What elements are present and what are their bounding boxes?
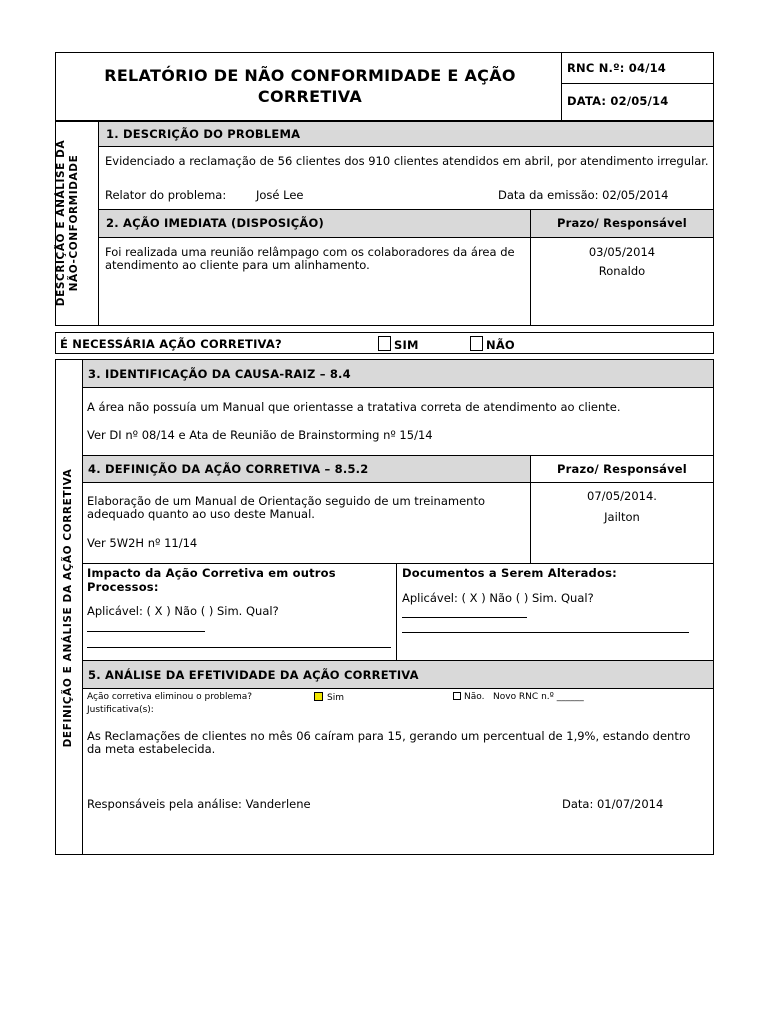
definition-text: Elaboração de um Manual de Orientação seguido de um treinamento adequado quanto ao uso deste Manual. [87, 494, 486, 521]
immediate-action-heading: 2. AÇÃO IMEDIATA (DISPOSIÇÃO) [106, 216, 324, 230]
emission-date: Data da emissão: 02/05/2014 [498, 188, 669, 202]
rnc-number: RNC N.º: 04/14 [567, 61, 667, 75]
report-title: RELATÓRIO DE NÃO CONFORMIDADE E AÇÃO CORRETIVA [104, 66, 516, 106]
prazo-heading-2: Prazo/ Responsável [557, 462, 687, 476]
definition-responsible: Jailton [604, 510, 640, 524]
effectiveness-heading: 5. ANÁLISE DA EFETIVIDADE DA AÇÃO CORRETIVA [88, 668, 419, 682]
definition-reference: Ver 5W2H nº 11/14 [87, 536, 198, 550]
effectiveness-question: Ação corretiva eliminou o problema? [87, 692, 253, 702]
section-description-side-label: DESCRIÇÃO E ANÁLISE DA NÃO-CONFORMIDADE [55, 139, 80, 307]
prazo-heading-1: Prazo/ Responsável [557, 216, 687, 230]
analysis-date: Data: 01/07/2014 [562, 797, 664, 811]
analysis-responsibles: Responsáveis pela análise: Vanderlene [87, 797, 311, 811]
effectiveness-sim-option[interactable]: Sim [314, 692, 344, 703]
section-corrective-side-label: DEFINIÇÃO E ANÁLISE DA AÇÃO CORRETIVA [62, 468, 74, 748]
problem-heading: 1. DESCRIÇÃO DO PROBLEMA [106, 127, 301, 141]
effectiveness-nao-option[interactable]: Não. [453, 692, 484, 702]
relator-name: José Lee [256, 188, 304, 202]
question-label: É NECESSÁRIA AÇÃO CORRETIVA? [60, 337, 282, 351]
documents-applicable: Aplicável: ( X ) Não ( ) Sim. Qual? [402, 591, 594, 605]
problem-description: Evidenciado a reclamação de 56 clientes dos 910 clientes atendidos em abril, por atendimento irregular. [105, 154, 709, 168]
root-cause-heading: 3. IDENTIFICAÇÃO DA CAUSA-RAIZ – 8.4 [88, 367, 351, 381]
documents-heading: Documentos a Serem Alterados: [402, 566, 617, 580]
justification-label: Justificativa(s): [87, 705, 154, 715]
nao-checkbox[interactable] [470, 336, 483, 351]
impact-heading: Impacto da Ação Corretiva em outros Processos: [87, 566, 336, 594]
sim-checkbox[interactable] [378, 336, 391, 351]
root-cause-text: A área não possuía um Manual que orientasse a tratativa correta de atendimento ao cliente. [87, 400, 621, 414]
sim-yellow-checkbox[interactable] [314, 692, 323, 701]
question-nao-option[interactable]: NÃO [470, 336, 515, 352]
relator-label: Relator do problema: [105, 188, 227, 202]
report-date: DATA: 02/05/14 [567, 94, 669, 108]
definition-date: 07/05/2014. [587, 489, 657, 503]
effectiveness-text: As Reclamações de clientes no mês 06 caíram para 15, gerando um percentual de 1,9%, estando dentro da meta estabelecida. [87, 729, 691, 756]
impact-applicable: Aplicável: ( X ) Não ( ) Sim. Qual? [87, 604, 279, 618]
question-sim-option[interactable]: SIM [378, 336, 419, 352]
nao-small-checkbox[interactable] [453, 692, 461, 700]
immediate-action-text: Foi realizada uma reunião relâmpago com os colaboradores da área de atendimento ao cliente para um alinhamento. [105, 245, 515, 272]
immediate-action-responsible: Ronaldo [598, 264, 646, 278]
definition-heading: 4. DEFINIÇÃO DA AÇÃO CORRETIVA – 8.5.2 [88, 462, 369, 476]
root-cause-reference: Ver DI nº 08/14 e Ata de Reunião de Brainstorming nº 15/14 [87, 428, 433, 442]
immediate-action-date: 03/05/2014 [588, 245, 656, 259]
new-rnc-number: Novo RNC n.º ______ [493, 692, 584, 702]
